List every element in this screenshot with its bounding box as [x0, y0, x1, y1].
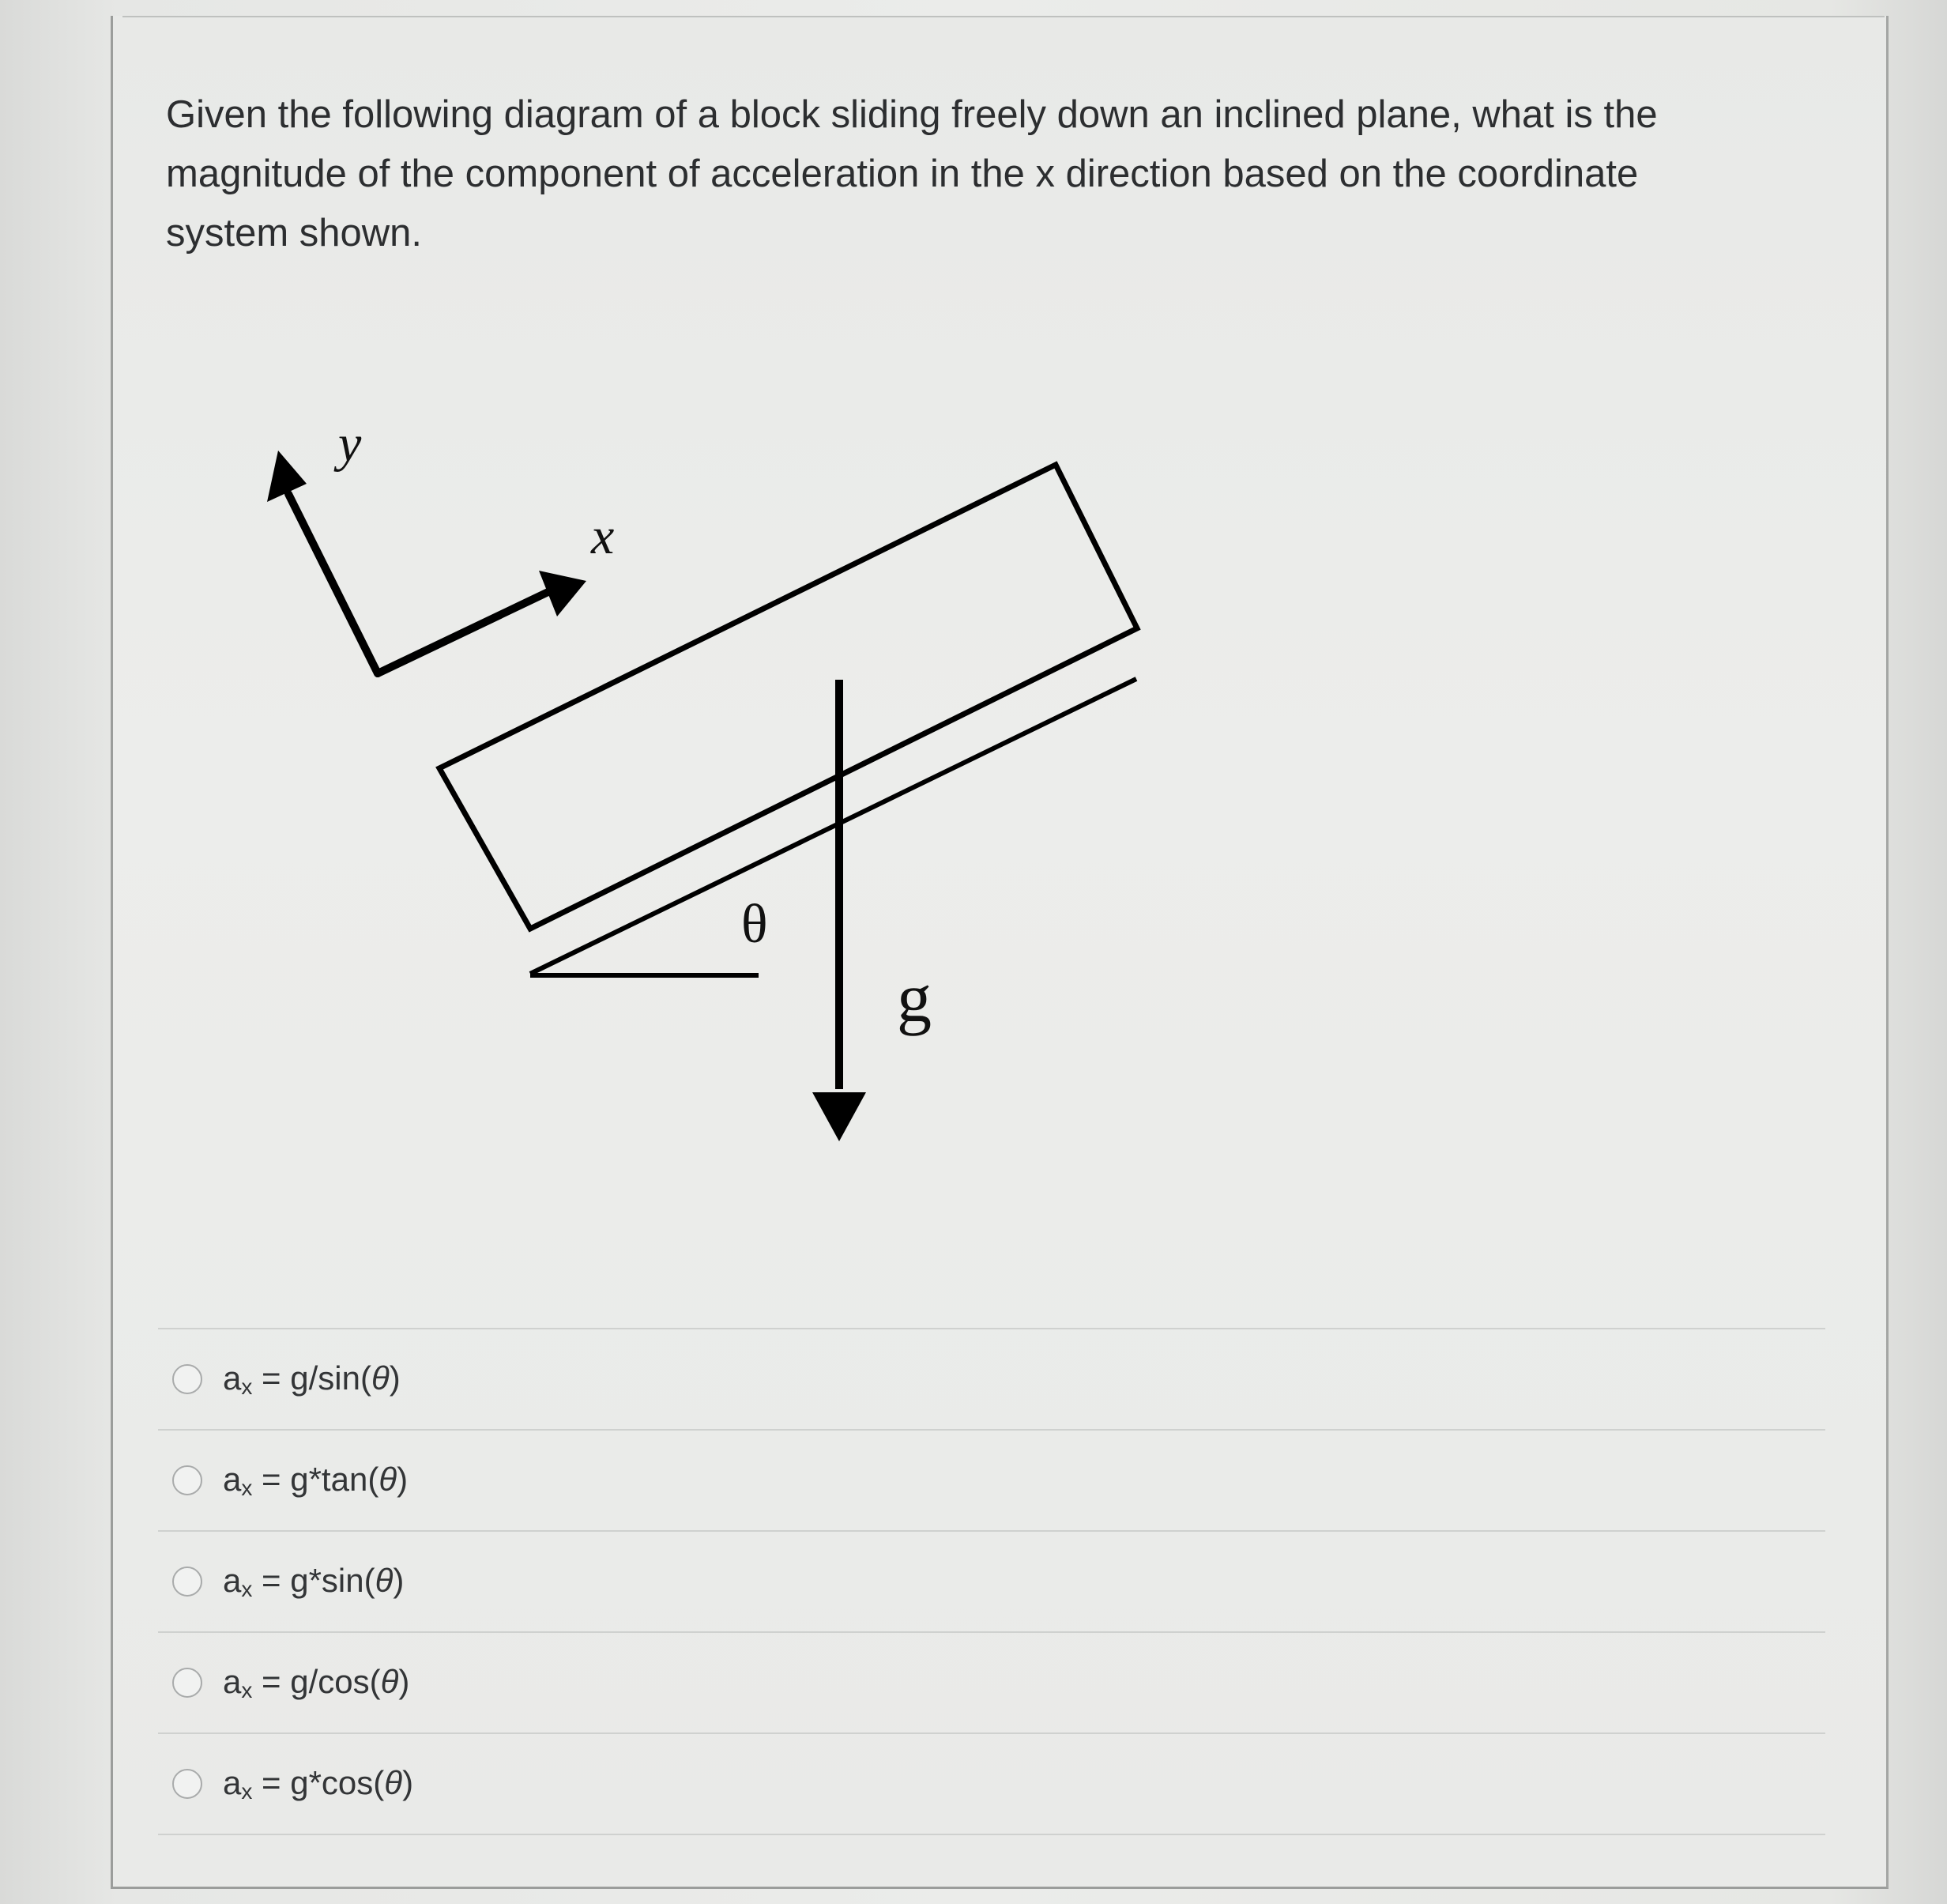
radio-button[interactable]: [172, 1668, 202, 1698]
sliding-block: [439, 465, 1137, 929]
radio-button[interactable]: [172, 1769, 202, 1799]
gravity-label: g: [897, 960, 932, 1037]
y-axis-line: [288, 494, 378, 673]
question-line-1: Given the following diagram of a block sliding freely down an inclined plane, what is the: [166, 93, 1658, 136]
choice-label: $a_x = g/\sin(\theta)$: [223, 1359, 401, 1399]
answer-choice[interactable]: [158, 1328, 1825, 1429]
answer-choice[interactable]: [158, 1732, 1825, 1835]
inclined-plane-diagram: [245, 395, 1217, 1170]
answer-choices: [158, 1328, 1825, 1835]
incline-surface: [530, 679, 1136, 974]
answer-choice[interactable]: [158, 1631, 1825, 1732]
radio-button[interactable]: [172, 1364, 202, 1394]
angle-label: θ: [741, 894, 768, 955]
gravity-arrowhead: [812, 1092, 866, 1141]
choice-label: $a_x = g*\tan(\theta)$: [223, 1460, 409, 1500]
radio-button[interactable]: [172, 1465, 202, 1495]
answer-choice[interactable]: [158, 1429, 1825, 1530]
card-top-divider: [122, 16, 1885, 17]
x-axis-line: [378, 589, 555, 673]
y-axis-label: y: [338, 415, 362, 473]
radio-button[interactable]: [172, 1567, 202, 1597]
choice-label: $a_x = g*\sin(\theta)$: [223, 1561, 405, 1601]
question-line-2: magnitude of the component of acceleration in the x direction based on the coordinate: [166, 153, 1639, 195]
question-prompt: [166, 85, 1786, 263]
answer-choice[interactable]: [158, 1530, 1825, 1631]
choice-label: $a_x = g/\cos(\theta)$: [223, 1662, 410, 1702]
choice-label: $a_x = g*\cos(\theta)$: [223, 1763, 414, 1804]
question-line-3: system shown.: [166, 212, 423, 254]
x-axis-label: x: [591, 507, 615, 565]
